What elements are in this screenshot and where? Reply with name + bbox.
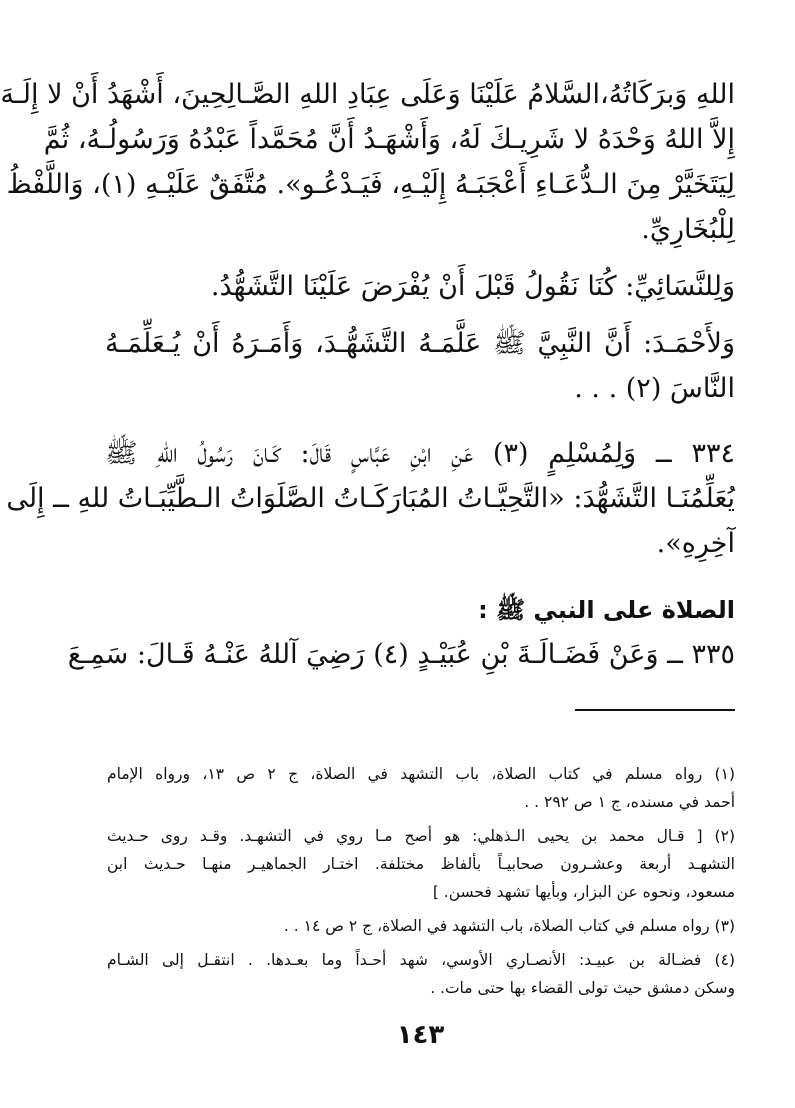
footnote-line: مسعود، ونحوه عن البزار، وبأيها تشهد فحسن. ] [432,883,735,901]
footnote-1 [107,760,735,816]
text-line: آخِرِهِ». [656,528,735,559]
section-heading: الصلاة على النبي ﷺ : [478,596,735,624]
text-line: النَّاسَ (٢) . . . [574,373,735,404]
footnote-line: (١) رواه مسلم في كتاب الصلاة، باب التشهد في الصلاة، ج ٢ ص ١٣، ورواه الإمام [107,765,735,783]
footnotes [107,760,735,1008]
paragraph-ahmad [105,321,735,411]
footnote-line: التشهـد أربعة وعشـرون صحابيـاً بألفاظ مختلفة. اختـار الجماهيـر منهـا حـديث ابن [107,855,735,873]
text-line: وَلأَحْمَـدَ: أَنَّ النَّبِيَّ ﷺ عَلَّمَـهُ التَّشَهُّـدَ، وَأَمَـرَهُ أَنْ يُـعَلِّمَـهُ [105,328,735,359]
text-line: وَلِلنَّسَائِيِّ: كُنَا نَقُولُ قَبْلَ أَنْ يُفْرَضَ عَلَيْنَا التَّشَهُّدُ. [210,271,735,302]
paragraph-hadith-335 [67,632,735,677]
footnote-2 [107,822,735,906]
paragraph-hadith-continuation [0,72,735,252]
main-text [0,72,735,677]
footnote-separator [575,709,735,711]
paragraph-nasai [105,264,735,309]
footnote-line: وسكن دمشق حيث تولى القضاء بها حتى مات. . [430,979,735,997]
footnote-line: (٣) رواه مسلم في كتاب الصلاة، باب التشهد في الصلاة، ج ٢ ص ١٤ . . [283,917,735,935]
text-line: يُعَلِّمُنَـا التَّشَهُّدَ: «التَّحِيَّـاتُ المُبَارَكَـاتُ الصَّلَوَاتُ الـطَّيِّبَـاتُ للهِ ــ إِلَى [6,483,735,514]
text-line: ٣٣٤ ــ وَلِمُسْلِمٍ (٣) عَنِ ابْنِ عَبَّاسٍ قَالَ: كَـانَ رَسُولُ اللهِ ﷺ [105,438,735,469]
text-line: لِيَتَخَيَّرْ مِنَ الـدُّعَـاءِ أَعْجَبَـهُ إِلَيْـهِ، فَيَـدْعُـو». مُتَّفَقٌ عَلَيْـهِ (١)، وَاللَّفْظُ [6,169,735,200]
text-line: ٣٣٥ ــ وَعَنْ فَضَـالَـةَ بْنِ عُبَيْـدٍ (٤) رَضِيَ آللهُ عَنْـهُ قَـالَ: سَمِـعَ [67,639,735,670]
footnote-3 [107,912,735,940]
text-line: لِلْبُخَارِيِّ. [641,214,735,245]
footnote-line: (٢) [ قـال محمد بن يحيى الـذهلي: هو أصح مـا روي في التشهـد. وقـد روى حـديث [107,827,735,845]
paragraph-hadith-334 [6,431,735,566]
footnote-line: أحمد في مسنده، ج ١ ص ٢٩٢ . . [524,793,735,811]
footnote-4 [107,946,735,1002]
page-number: ١٤٣ [396,1020,445,1050]
text-line: اللهِ وَبرَكَاتُهُ،السَّلامُ عَلَيْنَا وَعَلَى عِبَادِ اللهِ الصَّـالِحِينَ، أَشْهَدُ أَنْ لا إِلَـهَ [0,79,735,110]
text-line: إِلاَّ اللهُ وَحْدَهُ لا شَرِيـكَ لَهُ، وَأَشْهَـدُ أَنَّ مُحَمَّداً عَبْدُهُ وَرَسُولُـهُ، ثُمَّ [43,124,735,155]
footnote-line: (٤) فضـالة بن عبيـد: الأنصـاري الأوسي، شهد أحـداً وما بعـدها. . انتقـل إلى الشـام [107,951,735,969]
